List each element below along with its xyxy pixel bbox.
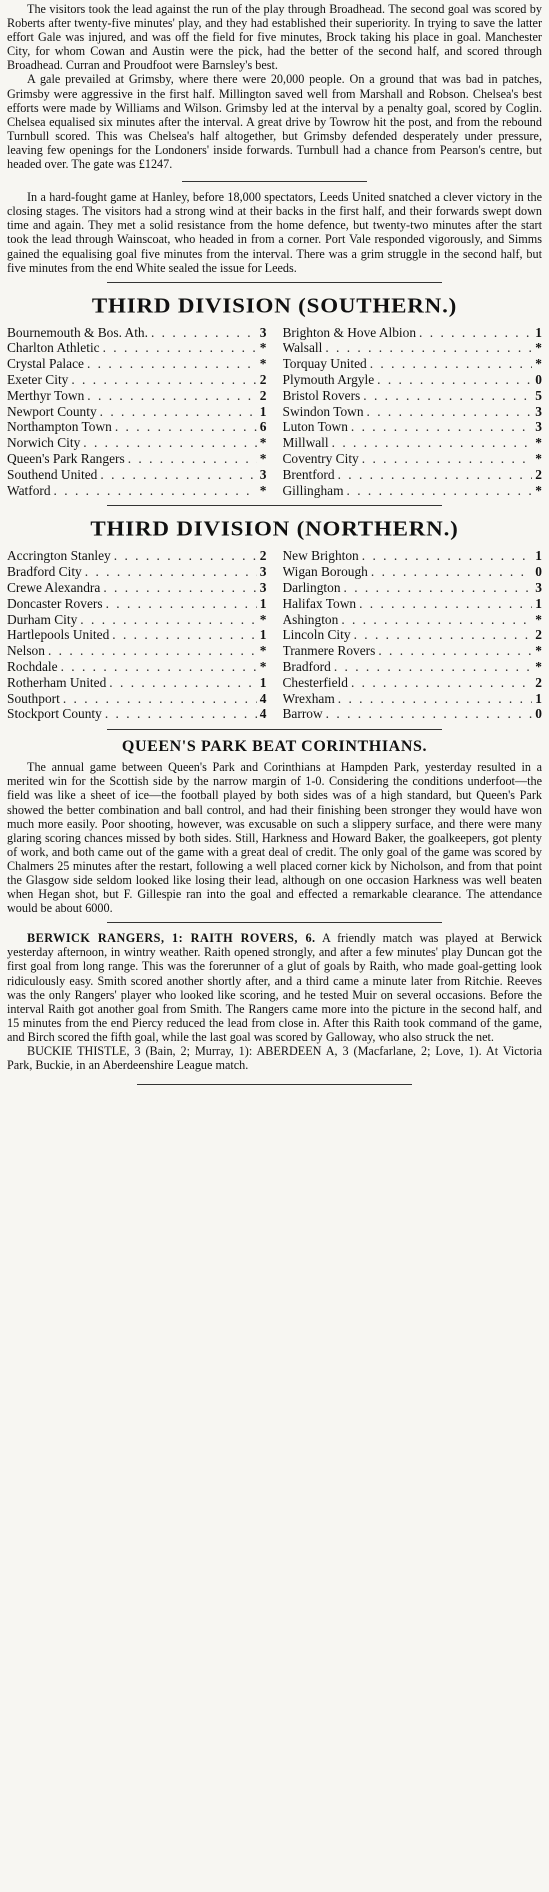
leader-dots [362, 451, 533, 467]
leader-dots [80, 612, 257, 628]
leader-dots [100, 467, 256, 483]
leader-dots [87, 356, 257, 372]
result-away-team [283, 356, 543, 372]
leader-dots [332, 435, 533, 451]
away-team-score: * [535, 611, 542, 627]
leader-dots [419, 325, 532, 341]
home-team-name: Exeter City [7, 372, 69, 388]
leader-dots [112, 627, 257, 643]
away-team-name: Coventry City [282, 451, 359, 467]
away-team-name: New Brighton [282, 548, 359, 564]
result-home-team [7, 691, 267, 707]
leader-dots [71, 372, 256, 388]
away-team-name: Ashington [282, 611, 339, 627]
result-home-team [7, 596, 267, 612]
result-away-team [283, 580, 543, 596]
report-paragraph-hanley: In a hard-fought game at Hanley, before 18,000 spectators, Leeds United snatched a clever victory in the closing stages. The visitors had a strong wind at their backs in the first half, and their forwards swept down time and again. They met a solid resistance from the home defence, but twenty-two minutes after the start took the lead through Wainscoat, who headed in from a corner. Port Vale responded vigorously, and Simms gained the equalising goal five minutes from the interval. There was a grim struggle in the second half, but five minutes from the end White sealed the issue for Leeds. [7, 190, 542, 275]
home-team-score: * [259, 659, 267, 675]
home-team-score: * [259, 356, 267, 372]
queens-park-headline: QUEEN'S PARK BEAT CORINTHIANS. [121, 738, 428, 756]
home-team-score: 3 [259, 564, 267, 580]
away-team-name: Torquay United [282, 356, 367, 372]
leader-dots [370, 356, 533, 372]
leader-dots [325, 340, 532, 356]
leader-dots [326, 706, 533, 722]
away-team-score: * [535, 451, 542, 467]
result-home-team [7, 659, 267, 675]
result-away-team [283, 435, 543, 451]
leader-dots [106, 596, 257, 612]
leader-dots [344, 580, 533, 596]
leader-dots [103, 340, 257, 356]
home-team-name: Newport County [7, 403, 97, 419]
result-home-team [7, 451, 267, 467]
southern-results-table [7, 325, 542, 499]
leader-dots [351, 419, 532, 435]
berwick-lead: BERWICK RANGERS, 1: RAITH ROVERS, 6. [27, 931, 316, 946]
home-team-score: * [259, 435, 267, 451]
leader-dots [105, 706, 257, 722]
result-home-team [7, 675, 267, 691]
home-team-name: Northampton Town [7, 419, 112, 435]
away-team-name: Chesterfield [282, 674, 348, 690]
leader-dots [334, 659, 532, 675]
result-away-team [283, 325, 543, 341]
leader-dots [83, 435, 257, 451]
away-team-score: * [535, 482, 542, 498]
berwick-body: A friendly match was played at Berwick yesterday afternoon, in wintry weather. Raith opened strongly, and after a few minutes' play Duncan got the first goal from long range. This was the forerunner of a glut of goals by Raith, who made goal-getting look ridiculously easy. Smith scored another shortly after, and a third came a minute later from Ritchie. Reeves was the only Rangers' player who looked like scoring, and he tested Muir on several occasions. Before the interval Raith got another goal from Smith. The Rangers came more into the picture in the second half, and 15 minutes from the end Piercy reduced the lead from close in. After this Raith took command of the game, and Birch scored the fifth goal, while the last goal was scored by Galloway, who also struck the net. [7, 931, 543, 1044]
home-team-score: 2 [259, 372, 267, 388]
northern-division-title: THIRD DIVISION (NORTHERN.) [90, 517, 459, 541]
home-team-name: Rochdale [7, 659, 58, 675]
away-team-name: Lincoln City [282, 627, 351, 643]
section-divider [107, 922, 442, 923]
result-away-team [283, 675, 543, 691]
away-team-score: 1 [535, 324, 542, 340]
leader-dots [61, 659, 257, 675]
home-team-name: Bournemouth & Bos. Ath. [7, 324, 148, 340]
leader-dots [347, 483, 533, 499]
result-away-team [283, 451, 543, 467]
leader-dots [114, 548, 257, 564]
home-team-score: * [259, 451, 267, 467]
result-away-team [283, 596, 543, 612]
home-team-score: 3 [259, 466, 267, 482]
result-home-team [7, 340, 267, 356]
result-away-team [283, 612, 543, 628]
away-team-name: Walsall [282, 340, 323, 356]
result-away-team [283, 340, 543, 356]
result-home-team [7, 612, 267, 628]
away-team-score: 2 [535, 466, 542, 482]
leader-dots [359, 596, 532, 612]
away-team-name: Wigan Borough [282, 564, 368, 580]
home-team-name: Accrington Stanley [7, 548, 111, 564]
leader-dots [109, 675, 257, 691]
leader-dots [367, 404, 533, 420]
result-home-team [7, 467, 267, 483]
away-team-score: 1 [535, 548, 542, 564]
result-away-team [283, 467, 543, 483]
away-team-name: Plymouth Argyle [282, 372, 375, 388]
home-team-score: 4 [259, 690, 267, 706]
report-paragraph-barnsley: The visitors took the lead against the run of the play through Broadhead. The second goal was scored by Roberts after twenty-five minutes' play, and they had established their superiority. In trying to save the latter effort Gale was injured, and was off the field for five minutes, Brock taking his place in goal. Manchester City, for whom Cowan and Austin were the pick, had the better of the second half, and scored through Broadhead. Curran and Proudfoot were Barnsley's best. [7, 2, 542, 73]
northern-results-table [7, 548, 542, 722]
away-team-name: Bristol Rovers [282, 387, 361, 403]
leader-dots [362, 548, 533, 564]
result-home-team [7, 325, 267, 341]
home-team-name: Stockport County [7, 706, 102, 722]
leader-dots [128, 451, 257, 467]
result-away-team [283, 372, 543, 388]
result-home-team [7, 356, 267, 372]
away-team-name: Luton Town [282, 419, 348, 435]
away-team-name: Bradford [282, 659, 331, 675]
section-divider [182, 181, 367, 182]
home-team-score: * [259, 611, 267, 627]
away-team-score: 0 [535, 564, 542, 580]
result-home-team [7, 706, 267, 722]
away-team-name: Swindon Town [282, 403, 364, 419]
home-team-score: * [259, 340, 267, 356]
result-away-team [283, 388, 543, 404]
leader-dots [354, 627, 533, 643]
leader-dots [351, 675, 532, 691]
home-team-score: 2 [259, 548, 267, 564]
away-team-score: * [535, 356, 542, 372]
home-team-name: Merthyr Town [7, 387, 85, 403]
away-team-score: 3 [535, 580, 542, 596]
home-team-score: 6 [259, 419, 267, 435]
result-home-team [7, 404, 267, 420]
result-away-team [283, 564, 543, 580]
away-team-score: * [535, 340, 542, 356]
result-home-team [7, 419, 267, 435]
result-away-team [283, 419, 543, 435]
result-home-team [7, 564, 267, 580]
home-team-name: Doncaster Rovers [7, 595, 103, 611]
result-away-team [283, 404, 543, 420]
home-team-name: Charlton Athletic [7, 340, 100, 356]
home-team-score: * [259, 482, 267, 498]
leader-dots [85, 564, 257, 580]
result-home-team [7, 580, 267, 596]
home-team-score: 2 [259, 387, 267, 403]
home-team-score: 1 [259, 674, 267, 690]
result-home-team [7, 372, 267, 388]
away-team-score: 2 [535, 627, 542, 643]
result-home-team [7, 483, 267, 499]
away-team-score: 1 [535, 595, 542, 611]
home-team-score: 1 [259, 595, 267, 611]
away-team-name: Brighton & Hove Albion [282, 324, 417, 340]
leader-dots [338, 467, 533, 483]
home-team-name: Crystal Palace [7, 356, 84, 372]
leader-dots [63, 691, 257, 707]
report-paragraph-grimsby: A gale prevailed at Grimsby, where there were 20,000 people. On a ground that was bad in patches, Grimsby were aggressive in the first half. Millington saved well from Marshall and Robson. Chelsea's best efforts were made by Williams and Wilson. Grimsby led at the interval by a penalty goal, scored by Coglin. Chelsea equalised six minutes after the interval. A great drive by Towrow hit the post, and from the rebound Turnbull scored. This was Chelsea's half altogether, but Grimsby defended desperately under pressure, leaving few openings for the Londoners' inside forwards. Turnbull had a chance from Pearson's centre, but headed over. The gate was £1247. [7, 72, 542, 172]
away-team-score: 3 [535, 403, 542, 419]
away-team-score: 5 [535, 387, 542, 403]
home-team-name: Southend United [7, 466, 98, 482]
away-team-name: Halifax Town [282, 595, 357, 611]
away-team-score: 3 [535, 419, 542, 435]
away-team-score: 2 [535, 674, 542, 690]
home-team-name: Southport [7, 690, 60, 706]
away-team-name: Millwall [282, 435, 329, 451]
leader-dots [48, 643, 257, 659]
leader-dots [103, 580, 256, 596]
section-divider [107, 729, 442, 730]
result-away-team [283, 643, 543, 659]
leader-dots [151, 325, 257, 341]
away-team-score: 0 [535, 372, 542, 388]
home-team-name: Hartlepools United [7, 627, 110, 643]
home-team-score: 4 [259, 706, 267, 722]
result-away-team [283, 659, 543, 675]
away-team-score: 1 [535, 690, 542, 706]
result-home-team [7, 643, 267, 659]
away-team-score: * [535, 659, 542, 675]
leader-dots [341, 612, 532, 628]
leader-dots [377, 372, 532, 388]
home-team-score: 3 [259, 580, 267, 596]
home-team-name: Queen's Park Rangers [7, 451, 125, 467]
home-team-score: 3 [259, 324, 267, 340]
leader-dots [378, 643, 532, 659]
southern-division-title: THIRD DIVISION (SOUTHERN.) [91, 293, 458, 317]
leader-dots [371, 564, 532, 580]
result-away-team [283, 627, 543, 643]
home-team-name: Bradford City [7, 564, 82, 580]
home-team-score: * [259, 643, 267, 659]
leader-dots [100, 404, 257, 420]
result-home-team [7, 435, 267, 451]
result-home-team [7, 627, 267, 643]
home-team-name: Rotherham United [7, 674, 107, 690]
result-away-team [283, 483, 543, 499]
result-away-team [283, 548, 543, 564]
home-team-score: 1 [259, 627, 267, 643]
away-team-name: Tranmere Rovers [282, 643, 376, 659]
away-team-name: Darlington [282, 580, 341, 596]
result-home-team [7, 388, 267, 404]
leader-dots [87, 388, 257, 404]
away-team-score: * [535, 435, 542, 451]
home-team-name: Nelson [7, 643, 45, 659]
end-rule [137, 1084, 412, 1085]
leader-dots [115, 419, 257, 435]
home-team-name: Durham City [7, 611, 78, 627]
away-team-score: * [535, 643, 542, 659]
result-home-team [7, 548, 267, 564]
berwick-report [7, 931, 542, 1044]
queens-park-report: The annual game between Queen's Park and Corinthians at Hampden Park, yesterday resulted in a merited win for the Scottish side by the narrow margin of 1-0. Considering the conditions underfoot—the field was like a sheet of ice—the football played by both sides was of a high standard, but Queen's Park showed the better combination and ball control, and had their finishing been stronger they would have won much more easily. Poor shooting, however, was excusable on such a slippery surface, and there were many glaring scoring chances missed by both sides. Still, Harkness and Howard Baker, the goalkeepers, got plenty of work, and both came out of the game with a great deal of credit. The only goal of the game was scored by Chalmers 25 minutes after the restart, following a well placed corner kick by Nicholson, and from that point the Glasgow side seldom looked like losing their lead, although on one occasion Harkness was well beaten when Hegan shot, but F. Gillespie ran into the goal and effected a remarkable clearance. The attendance would be about 6000. [7, 760, 542, 916]
home-team-name: Watford [7, 482, 51, 498]
result-away-team [283, 691, 543, 707]
leader-dots [363, 388, 532, 404]
result-away-team [283, 706, 543, 722]
away-team-name: Brentford [282, 466, 335, 482]
leader-dots [54, 483, 257, 499]
buckie-report: BUCKIE THISTLE, 3 (Bain, 2; Murray, 1): ABERDEEN A, 3 (Macfarlane, 2; Love, 1). At Victoria Park, Buckie, in an Aberdeenshire League match. [7, 1044, 542, 1073]
home-team-name: Crewe Alexandra [7, 580, 101, 596]
leader-dots [338, 691, 533, 707]
section-divider [107, 282, 442, 283]
away-team-name: Barrow [282, 706, 323, 722]
away-team-name: Gillingham [282, 482, 344, 498]
home-team-name: Norwich City [7, 435, 81, 451]
away-team-score: 0 [535, 706, 542, 722]
home-team-score: 1 [259, 403, 267, 419]
away-team-name: Wrexham [282, 690, 335, 706]
section-divider [107, 505, 442, 506]
